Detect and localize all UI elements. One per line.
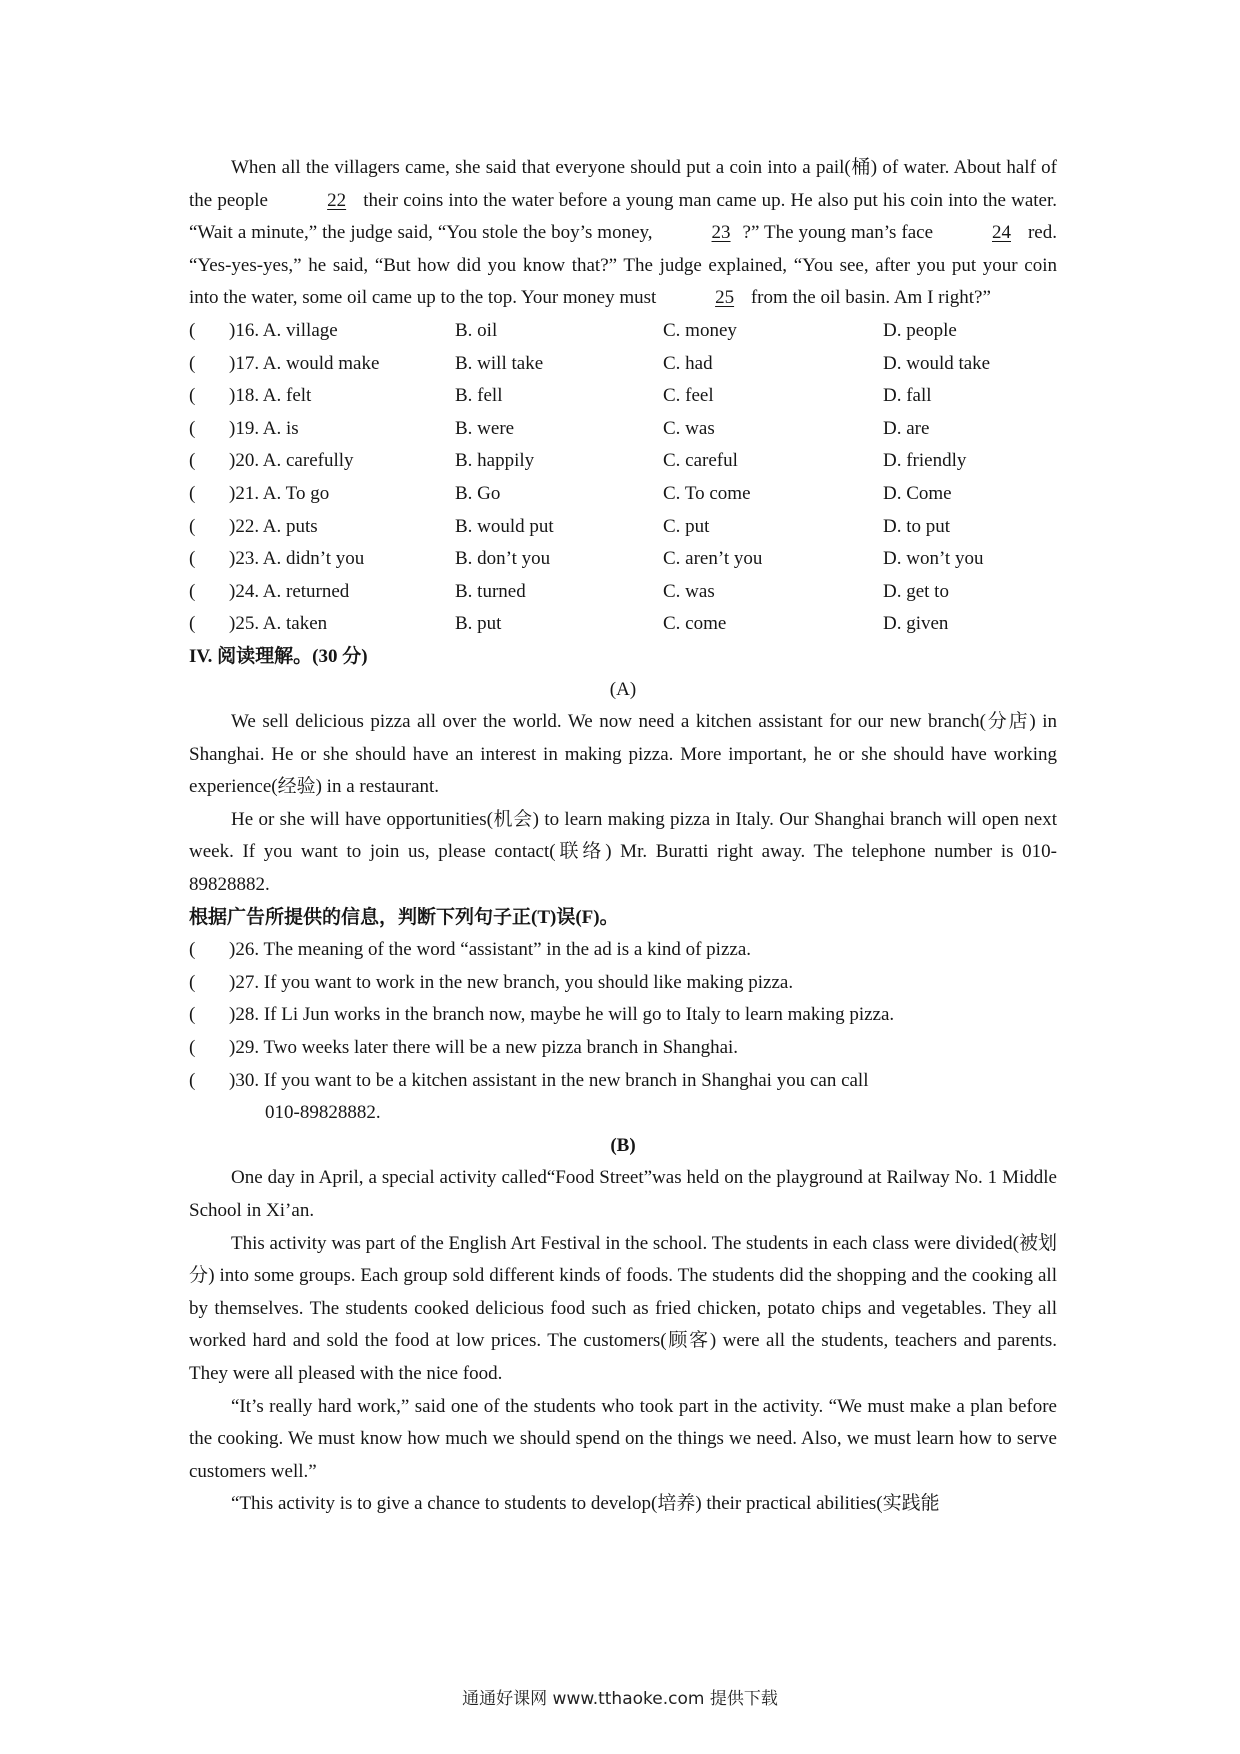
answer-paren[interactable]: ( xyxy=(189,613,196,635)
option-d: D. won’t you xyxy=(883,548,984,570)
option-b: B. don’t you xyxy=(455,548,551,570)
passage-b-paragraph-2: This activity was part of the English Art Festival in the school. The students in each class were divided(被划分) into some groups. Each group sold different kinds of foods. The students did the shopping and the cooking all by themselves. The students cooked delicious food such as fried chicken, potato chips and vegetables. They all worked hard and sold the food at low prices. The customers(顾客) were all the students, teachers and parents. They were all pleased with the nice food. xyxy=(189,1232,1057,1384)
cloze-paragraph xyxy=(189,152,1057,315)
cloze-text: from the oil basin. Am I right?” xyxy=(746,287,991,309)
blank-24: 24 xyxy=(992,222,1011,244)
option-a: A. felt xyxy=(262,385,312,407)
option-row-23 xyxy=(189,543,1057,576)
option-a: A. taken xyxy=(262,613,328,635)
tf-item-27 xyxy=(189,967,1057,1000)
cloze-text: When all the villagers came, she said that everyone should put a coin into a pail(桶) of water. About half of the people xyxy=(189,157,1057,211)
option-d: D. people xyxy=(883,319,957,341)
passage-b-paragraph-3: “It’s really hard work,” said one of the students who took part in the activity. “We must make a plan before the cooking. We must know how much we should spend on the things we need. Also, we must learn how to serve customers well.” xyxy=(189,1395,1057,1482)
option-a: A. is xyxy=(262,417,299,439)
tf-item-30-continuation: 010-89828882. xyxy=(265,1102,381,1124)
answer-paren[interactable]: ( xyxy=(189,971,196,993)
tf-item-text: )30. If you want to be a kitchen assistant in the new branch in Shanghai you can call xyxy=(229,1069,869,1091)
true-false-list xyxy=(189,934,1057,1130)
passage-b-paragraph-1: One day in April, a special activity called“Food Street”was held on the playground at Railway No. 1 Middle School in Xi’an. xyxy=(189,1167,1057,1221)
passage-a-label: (A) xyxy=(609,678,637,700)
question-number: )17. xyxy=(229,352,260,374)
answer-paren[interactable]: ( xyxy=(189,580,196,602)
passage-a-paragraph-1: We sell delicious pizza all over the world. We now need a kitchen assistant for our new branch(分店) in Shanghai. He or she should have an interest in making pizza. More important, he or she should have working experience(经验) in a restaurant. xyxy=(189,711,1057,798)
option-b: B. turned xyxy=(455,580,526,602)
question-number: )19. xyxy=(229,417,260,439)
option-a: A. would make xyxy=(262,352,380,374)
cloze-text: red. “Yes-yes-yes,” he said, “But how did you know that?” The judge explained, “You see, after you put your coin into the water, some oil came up to the top. Your money must xyxy=(189,222,1057,309)
option-row-24 xyxy=(189,576,1057,609)
tf-item-28 xyxy=(189,999,1057,1032)
option-b: B. happily xyxy=(455,450,535,472)
option-c: C. was xyxy=(663,417,715,439)
tf-item-30 xyxy=(189,1065,1057,1098)
option-a: A. To go xyxy=(262,482,330,504)
section-heading: IV. 阅读理解。(30 分) xyxy=(189,645,368,667)
cloze-text: ?” The young man’s face xyxy=(742,222,938,244)
tf-item-26 xyxy=(189,934,1057,967)
instruction-heading: 根据广告所提供的信息，判断下列句子正(T)误(F)。 xyxy=(189,906,619,928)
option-a: A. village xyxy=(262,319,338,341)
option-row-21 xyxy=(189,478,1057,511)
option-row-25 xyxy=(189,608,1057,641)
page-footer: 通通好课网 www.tthaoke.com 提供下载 xyxy=(462,1689,778,1709)
option-a: A. puts xyxy=(262,515,318,537)
option-b: B. fell xyxy=(455,385,503,407)
answer-paren[interactable]: ( xyxy=(189,482,196,504)
answer-paren[interactable]: ( xyxy=(189,1069,196,1091)
option-d: D. are xyxy=(883,417,930,439)
answer-paren[interactable]: ( xyxy=(189,1004,196,1026)
option-d: D. would take xyxy=(883,352,991,374)
answer-paren[interactable]: ( xyxy=(189,385,196,407)
option-b: B. Go xyxy=(455,482,501,504)
option-c: C. To come xyxy=(663,482,751,504)
cloze-text: their coins into the water before a young man came up. He also put his coin into the water. “Wait a minute,” the judge said, “You stole the boy’s money, xyxy=(189,189,1058,244)
option-a: A. returned xyxy=(262,580,350,602)
option-row-16 xyxy=(189,315,1057,348)
document-page xyxy=(189,152,1057,1521)
answer-paren[interactable]: ( xyxy=(189,450,196,472)
option-row-22 xyxy=(189,511,1057,544)
tf-item-29 xyxy=(189,1032,1057,1065)
question-number: )16. xyxy=(229,319,260,341)
question-number: )18. xyxy=(229,385,260,407)
tf-item-text: )28. If Li Jun works in the branch now, maybe he will go to Italy to learn making pizza. xyxy=(229,1004,895,1026)
answer-paren[interactable]: ( xyxy=(189,1037,196,1059)
option-d: D. to put xyxy=(883,515,951,537)
options-list xyxy=(189,315,1057,641)
option-b: B. would put xyxy=(455,515,554,537)
option-c: C. was xyxy=(663,580,715,602)
option-c: C. come xyxy=(663,613,727,635)
tf-item-text: )29. Two weeks later there will be a new pizza branch in Shanghai. xyxy=(229,1037,739,1059)
option-b: B. will take xyxy=(455,352,544,374)
option-d: D. fall xyxy=(883,385,932,407)
blank-25: 25 xyxy=(715,287,735,309)
option-c: C. careful xyxy=(663,450,738,472)
tf-item-text: )27. If you want to work in the new branch, you should like making pizza. xyxy=(229,971,794,993)
question-number: )21. xyxy=(229,482,260,504)
option-a: A. carefully xyxy=(262,450,354,472)
answer-paren[interactable]: ( xyxy=(189,352,196,374)
option-c: C. money xyxy=(663,319,737,341)
option-b: B. oil xyxy=(455,319,498,341)
passage-b-paragraph-4: “This activity is to give a chance to students to develop(培养) their practical abilities(实践能 xyxy=(231,1493,940,1515)
question-number: )24. xyxy=(229,580,260,602)
tf-item-text: )26. The meaning of the word “assistant” in the ad is a kind of pizza. xyxy=(229,939,751,961)
answer-paren[interactable]: ( xyxy=(189,548,196,570)
option-row-19 xyxy=(189,413,1057,446)
option-c: C. had xyxy=(663,352,713,374)
option-d: D. get to xyxy=(883,580,949,602)
passage-a-paragraph-2: He or she will have opportunities(机会) to learn making pizza in Italy. Our Shanghai branch will open next week. If you want to join us, please contact(联络) Mr. Buratti right away. The telephone number is 010-89828882. xyxy=(189,808,1057,896)
blank-23: 23 xyxy=(711,222,731,244)
option-row-18 xyxy=(189,380,1057,413)
answer-paren[interactable]: ( xyxy=(189,417,196,439)
option-d: D. friendly xyxy=(883,450,967,472)
option-a: A. didn’t you xyxy=(262,548,365,570)
question-number: )22. xyxy=(229,515,260,537)
answer-paren[interactable]: ( xyxy=(189,939,196,961)
option-d: D. given xyxy=(883,613,949,635)
option-c: C. aren’t you xyxy=(663,548,763,570)
question-number: )23. xyxy=(229,548,260,570)
answer-paren[interactable]: ( xyxy=(189,319,196,341)
option-c: C. feel xyxy=(663,385,714,407)
option-b: B. put xyxy=(455,613,502,635)
question-number: )20. xyxy=(229,450,260,472)
option-row-17 xyxy=(189,348,1057,381)
answer-paren[interactable]: ( xyxy=(189,515,196,537)
blank-22: 22 xyxy=(327,189,347,211)
option-b: B. were xyxy=(455,417,515,439)
option-c: C. put xyxy=(663,515,710,537)
option-d: D. Come xyxy=(883,482,952,504)
question-number: )25. xyxy=(229,613,260,635)
passage-b-label: (B) xyxy=(610,1134,636,1156)
option-row-20 xyxy=(189,445,1057,478)
